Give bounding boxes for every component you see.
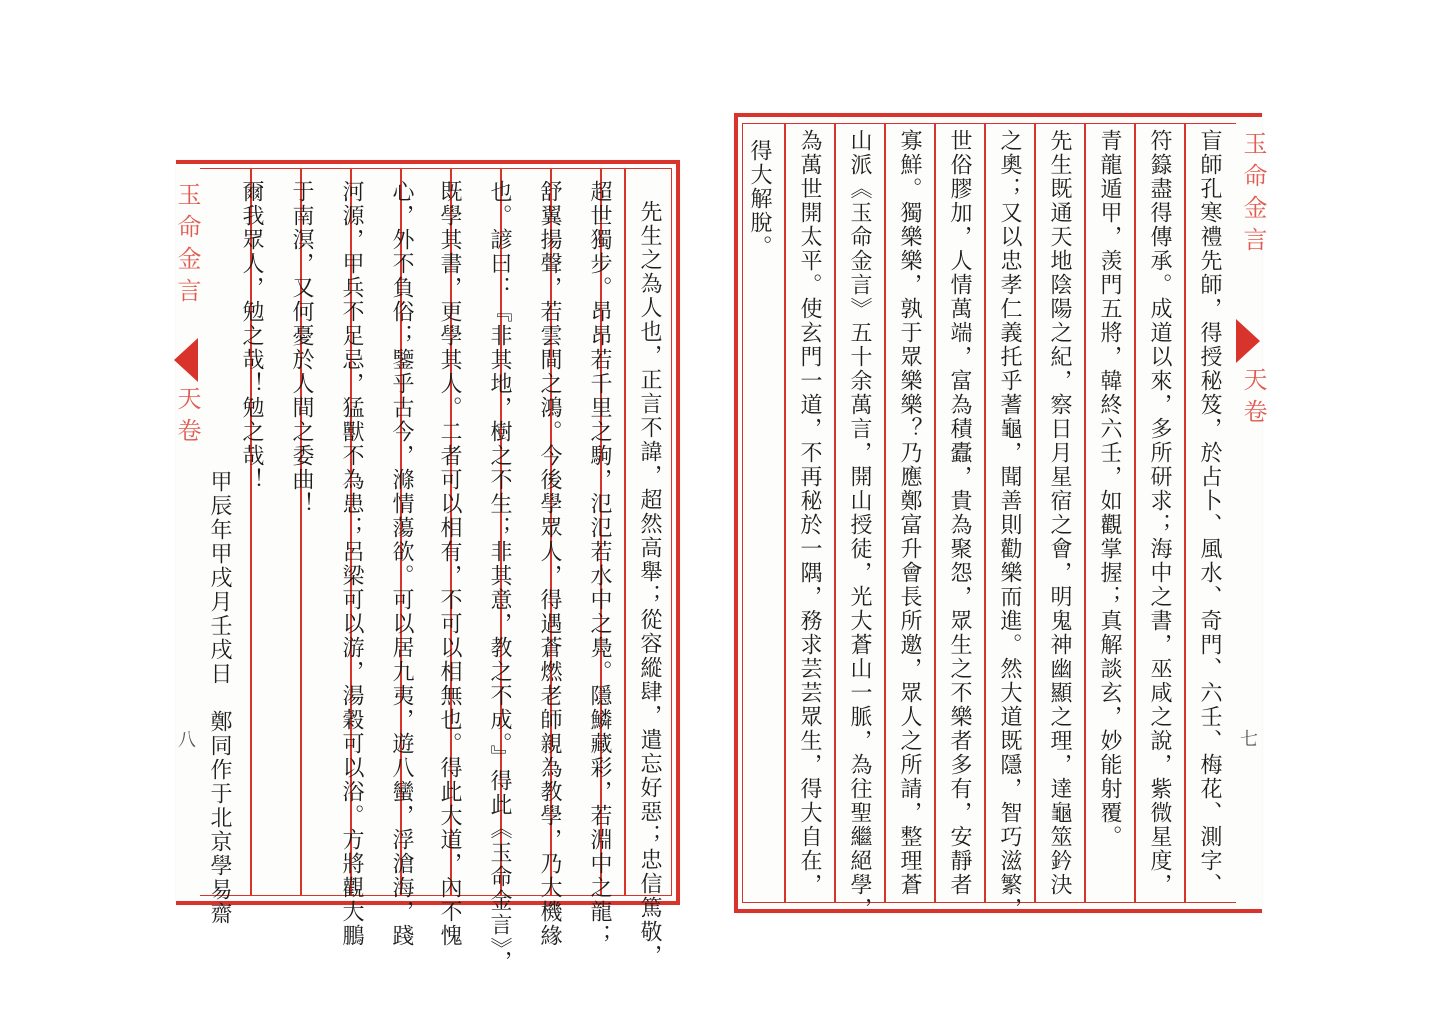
text-column: 世俗膠加，人情萬端，富為積蠹，貴為聚怨，眾生之不樂者多有，安靜者 <box>947 129 972 897</box>
column-divider <box>884 123 886 903</box>
column-divider <box>1084 123 1086 903</box>
right-margin-book-title: 玉命金言 <box>1239 131 1267 259</box>
left-page-number: 八 <box>178 730 196 751</box>
text-column: 盲師孔寒禮先師，得授秘笈，於占卜、風水、奇門、六壬、梅花、測字、 <box>1197 129 1222 897</box>
text-column: 寡鮮。獨樂樂，孰于眾樂樂？乃應鄭富升會長所邀，眾人之所請，整理蒼 <box>897 129 922 897</box>
column-divider <box>1034 123 1036 903</box>
column-divider <box>1184 123 1186 903</box>
column-divider <box>984 123 986 903</box>
text-column: 山派《玉命金言》五十余萬言，開山授徒，光大蒼山一脈，為往聖繼絕學， <box>847 129 872 921</box>
right-page <box>734 113 1267 921</box>
text-column: 也。諺曰：『非其地，樹之不生；非其意，教之不成。』得此《玉命金言》， <box>487 180 512 974</box>
text-column: 心，外不負俗；鑒乎古今，滌情蕩欲。可以居九夷，遊八蠻，浮滄海，踐 <box>389 180 414 948</box>
right-margin-volume-label: 天卷 <box>1239 367 1267 431</box>
right-page-number: 七 <box>1240 729 1258 750</box>
text-column: 先生之為人也，正言不諱，超然高舉；從容縱肆，遣忘好惡；忠信篤敬， <box>637 200 662 968</box>
text-column: 既學其書，更學其人。二者可以相有，不可以相無也。得此大道，內不愧 <box>437 180 462 948</box>
left-margin-volume-label: 天卷 <box>173 386 201 450</box>
text-column: 先生既通天地陰陽之紀，察日月星宿之會，明鬼神幽顯之理，達龜筮鈐決 <box>1047 129 1072 897</box>
text-column: 青龍遁甲，羡門五將，韓終六壬，如觀掌握；真解談玄，妙能射覆。 <box>1097 129 1122 849</box>
right-fishtail-mark <box>1236 319 1260 363</box>
left-fishtail-mark <box>174 338 198 382</box>
text-column: 舒翼揚聲，若雲間之鴻。今後學眾人，得遇蒼燃老師親為教學，乃大機緣 <box>537 180 562 948</box>
text-column: 于南溟，又何憂於人間之委曲！ <box>289 180 314 516</box>
column-divider <box>934 123 936 903</box>
text-column: 超世獨步。昂昂若千里之駒，氾氾若水中之鳧。隱鱗藏彩，若淵中之龍； <box>587 180 612 948</box>
column-divider <box>1134 123 1136 903</box>
colophon-signature: 甲辰年甲戌月壬戌日 鄭同作于北京學易齋 <box>207 470 232 926</box>
text-column: 之奧；又以忠孝仁義托乎蓍龜，聞善則勸樂而進。然大道既隱，智巧滋繁， <box>997 129 1022 921</box>
column-divider <box>784 123 786 903</box>
text-column: 符籙盡得傳承。成道以來，多所研求；海中之書，巫咸之說，紫微星度， <box>1147 129 1172 897</box>
column-divider <box>624 168 626 896</box>
text-column: 爾我眾人，勉之哉！勉之哉！ <box>239 180 264 492</box>
left-margin-book-title: 玉命金言 <box>173 182 201 310</box>
text-column: 河源，甲兵不足忌，猛獸不為患；呂梁可以游，湯穀可以浴。方將觀大鵬 <box>339 180 364 948</box>
text-column: 得大解脫。 <box>747 139 772 259</box>
column-divider <box>834 123 836 903</box>
text-column: 為萬世開太平。使玄門一道，不再秘於一隅，務求芸芸眾生，得大自在， <box>797 129 822 897</box>
left-page <box>173 160 680 974</box>
